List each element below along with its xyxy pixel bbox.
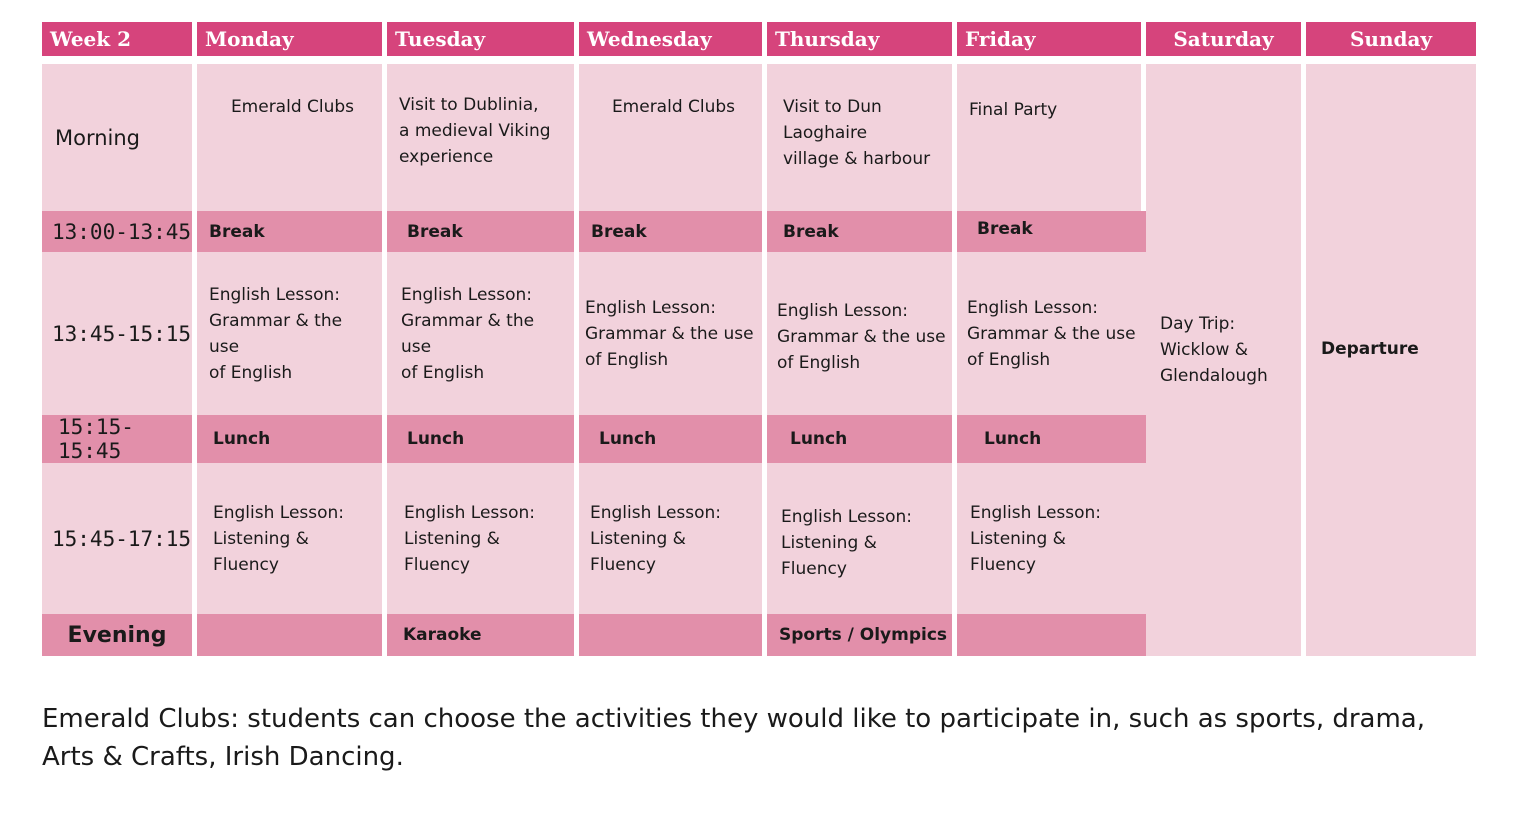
evening-wednesday [579, 614, 767, 656]
morning-monday: Emerald Clubs [197, 64, 387, 211]
row-label-evening: Evening [42, 614, 197, 656]
morning-thursday: Visit to Dun Laoghaire village & harbour [767, 64, 957, 211]
day-header-monday: Monday [197, 22, 387, 64]
evening-tuesday: Karaoke [387, 614, 579, 656]
lunch-wednesday: Lunch [579, 415, 767, 463]
break-thursday: Break [767, 211, 957, 252]
lesson2-tuesday: English Lesson: Listening & Fluency [387, 463, 579, 614]
lesson1-monday: English Lesson: Grammar & the use of English [197, 252, 387, 415]
week-label: Week 2 [42, 22, 197, 64]
evening-thursday: Sports / Olympics [767, 614, 957, 656]
break-wednesday: Break [579, 211, 767, 252]
saturday-day-trip: Day Trip: Wicklow & Glendalough [1146, 64, 1306, 656]
week-timetable [42, 22, 1476, 656]
emerald-clubs-footnote: Emerald Clubs: students can choose the activities they would like to participate in, such as sports, drama, Arts & Crafts, Irish Dancing. [42, 704, 1426, 772]
lesson1-tuesday: English Lesson: Grammar & the use of English [387, 252, 579, 415]
lesson1-thursday: English Lesson: Grammar & the use of English [767, 252, 957, 415]
lunch-thursday: Lunch [767, 415, 957, 463]
row-label-lesson1: 13:45-15:15 [42, 252, 197, 415]
day-header-tuesday: Tuesday [387, 22, 579, 64]
row-label-break: 13:00-13:45 [42, 211, 197, 252]
evening-friday [957, 614, 1146, 656]
lesson2-thursday: English Lesson: Listening & Fluency [767, 463, 957, 614]
day-header-thursday: Thursday [767, 22, 957, 64]
day-header-wednesday: Wednesday [579, 22, 767, 64]
morning-wednesday: Emerald Clubs [579, 64, 767, 211]
lunch-tuesday: Lunch [387, 415, 579, 463]
header-row [42, 22, 1476, 64]
lesson1-wednesday: English Lesson: Grammar & the use of English [579, 252, 767, 415]
row-label-lunch: 15:15-15:45 [42, 415, 197, 463]
break-tuesday: Break [387, 211, 579, 252]
lesson2-monday: English Lesson: Listening & Fluency [197, 463, 387, 614]
break-friday: Break [957, 211, 1146, 252]
row-label-morning: Morning [42, 64, 197, 211]
break-monday: Break [197, 211, 387, 252]
evening-monday [197, 614, 387, 656]
day-header-sunday: Sunday [1306, 22, 1476, 64]
morning-friday: Final Party [957, 64, 1146, 211]
morning-tuesday: Visit to Dublinia, a medieval Viking experience [387, 64, 579, 211]
lesson2-wednesday: English Lesson: Listening & Fluency [579, 463, 767, 614]
lesson1-friday: English Lesson: Grammar & the use of English [957, 252, 1146, 415]
day-header-saturday: Saturday [1146, 22, 1306, 64]
lesson2-friday: English Lesson: Listening & Fluency [957, 463, 1146, 614]
morning-row [42, 64, 1476, 211]
sunday-departure: Departure [1306, 64, 1476, 656]
day-header-friday: Friday [957, 22, 1146, 64]
lunch-monday: Lunch [197, 415, 387, 463]
lunch-friday: Lunch [957, 415, 1146, 463]
row-label-lesson2: 15:45-17:15 [42, 463, 197, 614]
